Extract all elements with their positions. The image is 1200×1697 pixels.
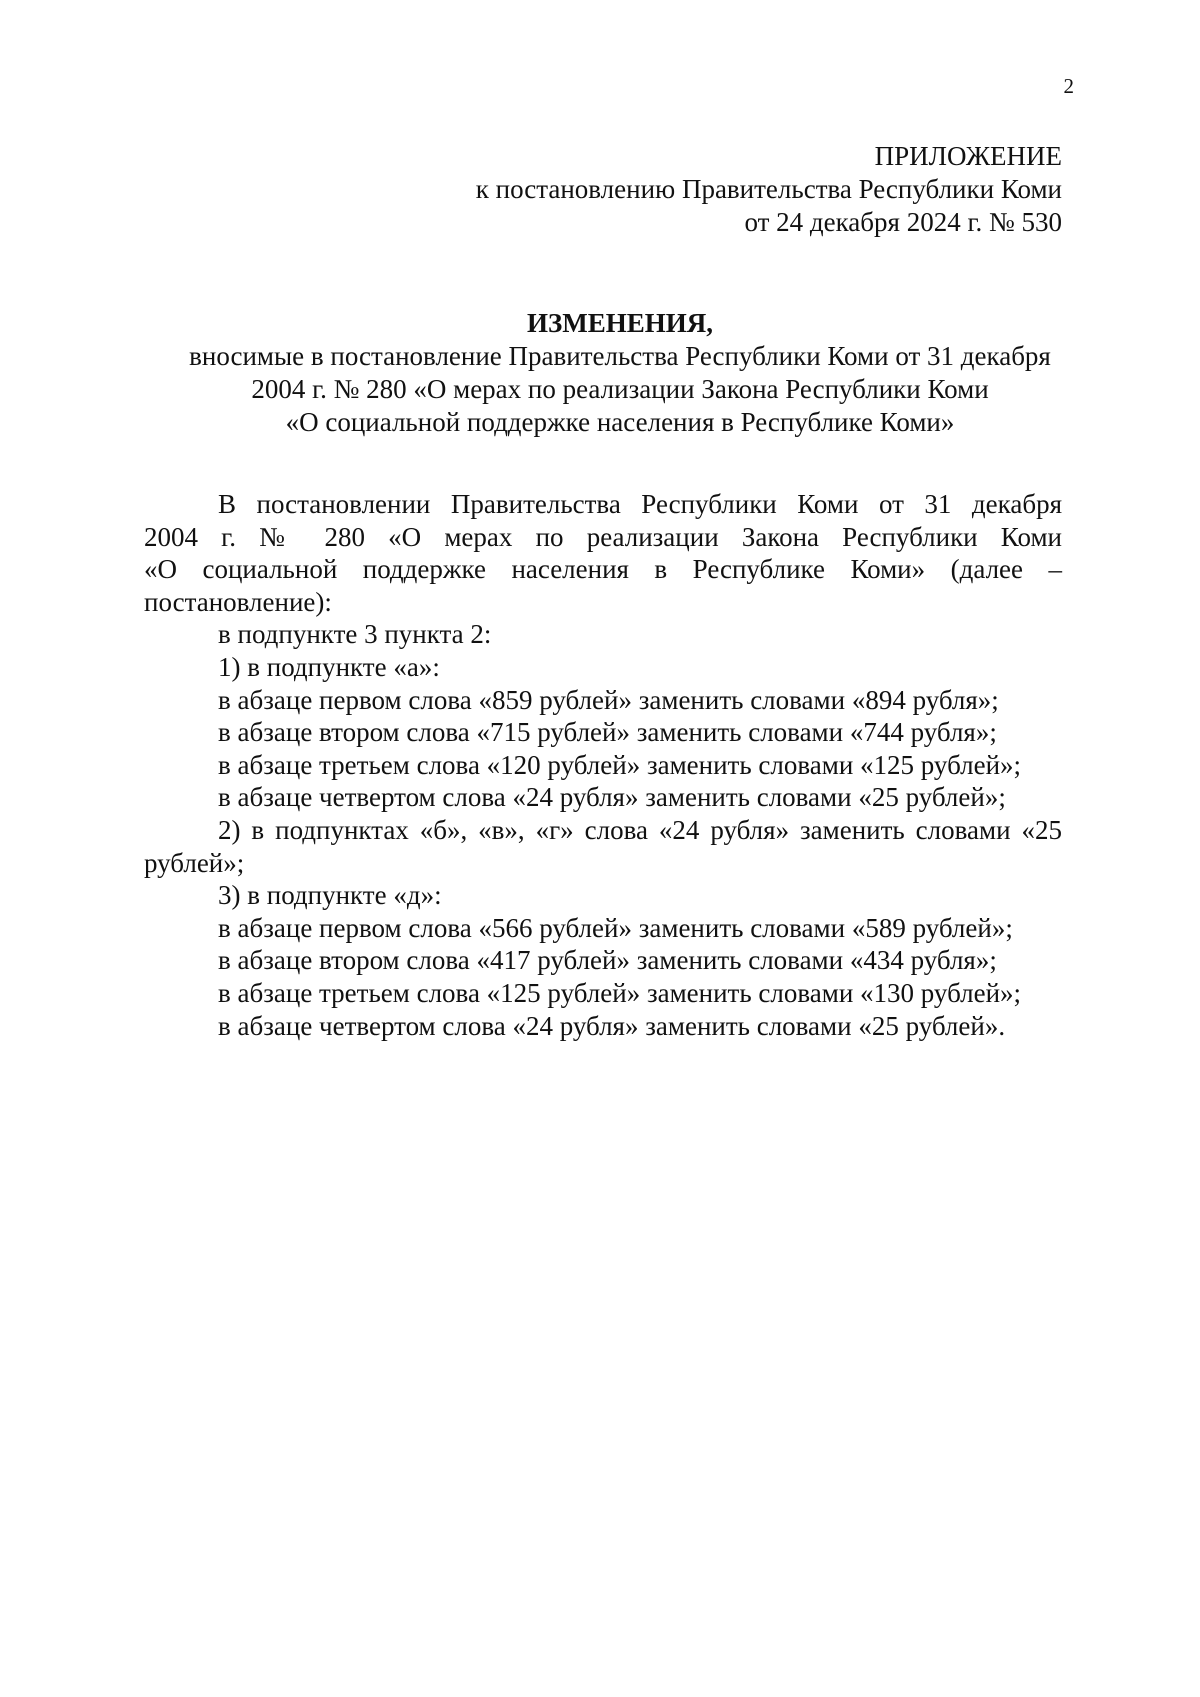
list-item: 3) в подпункте «д»: [218, 880, 442, 911]
intro-line-2: 2004 г. № 280 «О мерах по реализации Закона Республики Коми [144, 521, 1062, 552]
list-item: в абзаце четвертом слова «24 рубля» заменить словами «25 рублей»; [218, 782, 1006, 813]
intro-line-3: «О социальной поддержке населения в Республике Коми» (далее – [144, 554, 1062, 585]
document-subtitle-line-1: вносимые в постановление Правительства Республики Коми от 31 декабря [189, 341, 1051, 371]
intro-line-4: постановление): [144, 586, 332, 617]
list-item: в абзаце первом слова «859 рублей» заменить словами «894 рубля»; [218, 684, 999, 715]
appendix-reference: к постановлению Правительства Республики Коми [475, 174, 1062, 204]
page-number: 2 [1063, 74, 1074, 98]
list-item: в абзаце втором слова «715 рублей» заменить словами «744 рубля»; [218, 717, 997, 748]
list-item-2-line-2: рублей»; [144, 847, 245, 878]
appendix-block [300, 140, 1062, 239]
document-title-block [120, 307, 1120, 439]
list-item: в абзаце четвертом слова «24 рубля» заменить словами «25 рублей». [218, 1010, 1006, 1041]
intro-line-1: В постановлении Правительства Республики Коми от 31 декабря [218, 489, 1062, 519]
list-item: в подпункте 3 пункта 2: [218, 619, 492, 650]
list-item: 1) в подпункте «а»: [218, 651, 440, 682]
list-item: в абзаце третьем слова «120 рублей» заменить словами «125 рублей»; [218, 749, 1022, 780]
document-subtitle-line-3: «О социальной поддержке населения в Республике Коми» [285, 407, 955, 437]
list-item: в абзаце втором слова «417 рублей» заменить словами «434 рубля»; [218, 945, 997, 976]
list-item: в абзаце первом слова «566 рублей» заменить словами «589 рублей»; [218, 912, 1013, 943]
document-body [144, 488, 1062, 1042]
appendix-date: от 24 декабря 2024 г. № 530 [744, 207, 1062, 237]
list-item: в абзаце третьем слова «125 рублей» заменить словами «130 рублей»; [218, 977, 1022, 1008]
appendix-title: ПРИЛОЖЕНИЕ [874, 141, 1062, 171]
document-heading: ИЗМЕНЕНИЯ, [526, 308, 713, 338]
list-item-2-line-1: 2) в подпунктах «б», «в», «г» слова «24 рубля» заменить словами «25 [218, 814, 1062, 845]
document-subtitle-line-2: 2004 г. № 280 «О мерах по реализации Закона Республики Коми [251, 374, 989, 404]
